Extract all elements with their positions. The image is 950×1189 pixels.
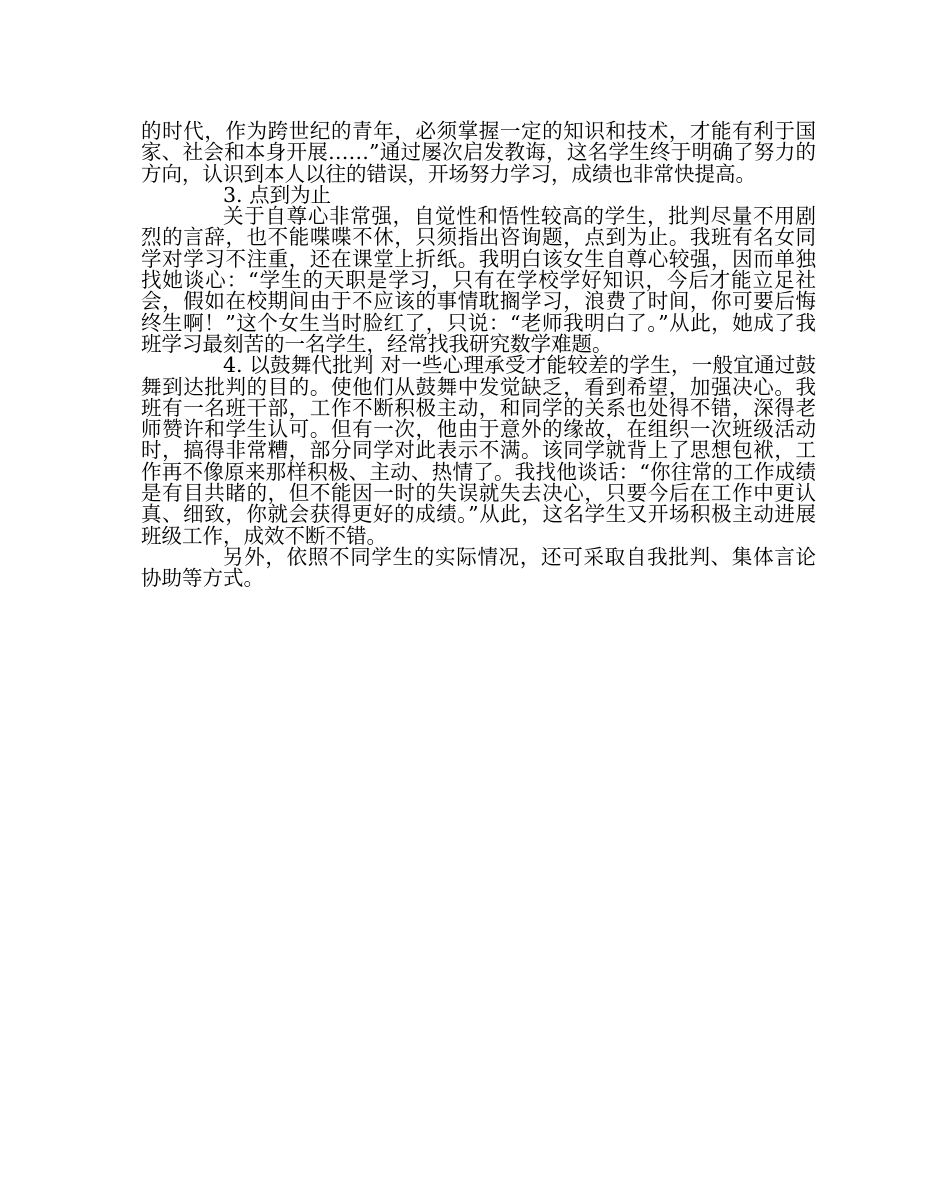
section-heading-4-paragraph: 4. 以鼓舞代批判 对一些心理承受才能较差的学生，一般宜通过鼓舞到达批判的目的。使他们从鼓舞中发觉缺乏，看到希望，加强决心。我班有一名班干部，工作不断积极主动，和同学的关系也处得不错，深得老师赞许和学生认可。但有一次，他由于意外的缘故，在组织一次班级活动时，搞得非常糟，部分同学对此表示不满。该同学就背上了思想包袱，工作再不像原来那样积极、主动、热情了。我找他谈话：“你往常的工作成绩是有目共睹的，但不能因一时的失误就失去决心，只要今后在工作中更认真、细致，你就会获得更好的成绩。”从此，这名学生又开场积极主动进展班级工作，成效不断不错。 [141, 353, 816, 548]
paragraph-conclusion: 另外，依照不同学生的实际情况，还可采取自我批判、集体言论协助等方式。 [141, 544, 816, 591]
paragraph-continuation: 的时代，作为跨世纪的青年，必须掌握一定的知识和技术，才能有利于国家、社会和本身开展……”通过屡次启发教诲，这名学生终于明确了努力的方向，认识到本人以往的错误，开场努力学习，成绩也非常快提高。 [141, 119, 816, 186]
section-heading-3: 3. 点到为止 [223, 182, 332, 207]
paragraph-self-esteem: 关于自尊心非常强，自觉性和悟性较高的学生，批判尽量不用剧烈的言辞，也不能喋喋不休，只须指出咨询题，点到为止。我班有名女同学对学习不注重，还在课堂上折纸。我明白该女生自尊心较强，因而单独找她谈心：“学生的天职是学习，只有在学校学好知识，今后才能立足社会，假如在校期间由于不应该的事情耽搁学习，浪费了时间，你可要后悔终生啊！”这个女生当时脸红了，只说：“老师我明白了。”从此，她成了我班学习最刻苦的一名学生，经常找我研究数学难题。 [141, 204, 816, 356]
document-body [141, 121, 816, 590]
